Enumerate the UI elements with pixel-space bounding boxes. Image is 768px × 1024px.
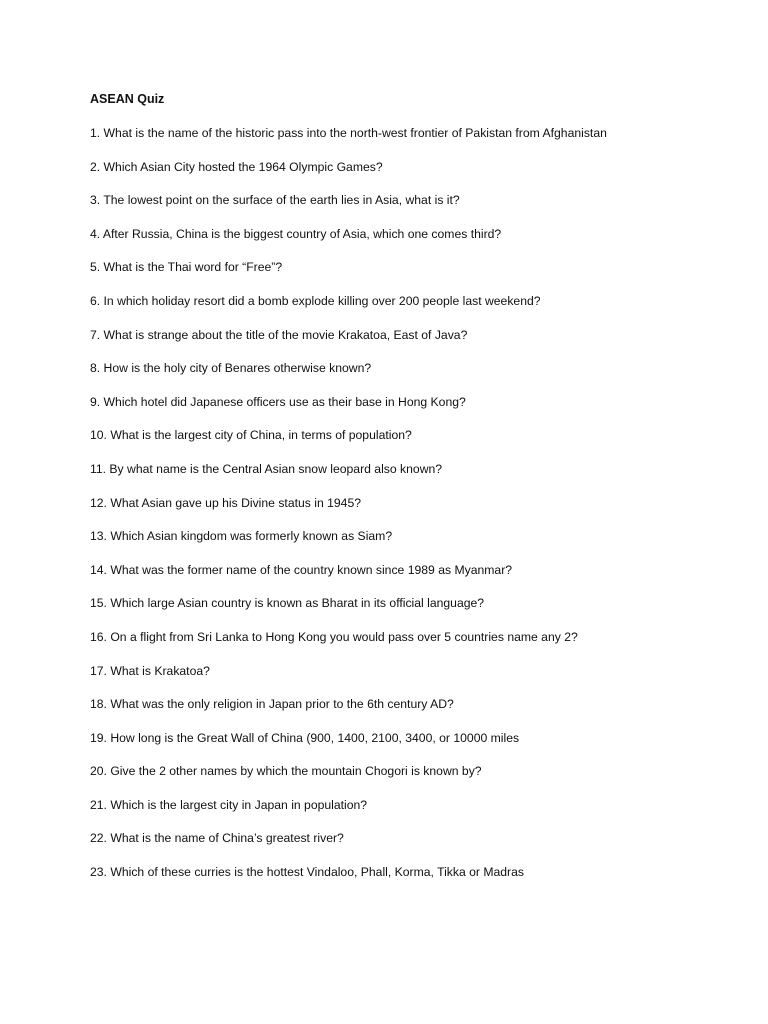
question-item: 4. After Russia, China is the biggest country of Asia, which one comes third? bbox=[90, 226, 502, 241]
question-item: 19. How long is the Great Wall of China (900, 1400, 2100, 3400, or 10000 miles bbox=[90, 730, 520, 745]
question-item: 23. Which of these curries is the hottest Vindaloo, Phall, Korma, Tikka or Madras bbox=[90, 865, 524, 880]
question-item: 2. Which Asian City hosted the 1964 Olympic Games? bbox=[90, 159, 383, 174]
question-list bbox=[90, 124, 607, 897]
question-item: 5. What is the Thai word for “Free”? bbox=[90, 260, 283, 275]
question-item: 13. Which Asian kingdom was formerly known as Siam? bbox=[90, 529, 393, 544]
question-item: 22. What is the name of China’s greatest river? bbox=[90, 831, 344, 846]
question-item: 12. What Asian gave up his Divine status in 1945? bbox=[90, 495, 361, 510]
question-item: 3. The lowest point on the surface of the earth lies in Asia, what is it? bbox=[90, 193, 460, 208]
question-item: 15. Which large Asian country is known as Bharat in its official language? bbox=[90, 596, 485, 611]
question-item: 16. On a flight from Sri Lanka to Hong Kong you would pass over 5 countries name any 2? bbox=[90, 629, 578, 644]
question-item: 20. Give the 2 other names by which the mountain Chogori is known by? bbox=[90, 764, 482, 779]
question-item: 8. How is the holy city of Benares otherwise known? bbox=[90, 361, 372, 376]
question-item: 14. What was the former name of the country known since 1989 as Myanmar? bbox=[90, 562, 513, 577]
question-item: 1. What is the name of the historic pass into the north-west frontier of Pakistan from Afghanistan bbox=[90, 126, 607, 140]
quiz-title: ASEAN Quiz bbox=[90, 92, 165, 106]
question-item: 11. By what name is the Central Asian snow leopard also known? bbox=[90, 461, 443, 476]
question-item: 21. Which is the largest city in Japan in population? bbox=[90, 797, 368, 812]
question-item: 6. In which holiday resort did a bomb explode killing over 200 people last weekend? bbox=[90, 293, 541, 308]
question-item: 9. Which hotel did Japanese officers use as their base in Hong Kong? bbox=[90, 394, 466, 409]
question-item: 17. What is Krakatoa? bbox=[90, 663, 210, 678]
question-item: 10. What is the largest city of China, in terms of population? bbox=[90, 428, 412, 443]
question-item: 18. What was the only religion in Japan prior to the 6th century AD? bbox=[90, 697, 454, 712]
question-item: 7. What is strange about the title of the movie Krakatoa, East of Java? bbox=[90, 327, 468, 342]
